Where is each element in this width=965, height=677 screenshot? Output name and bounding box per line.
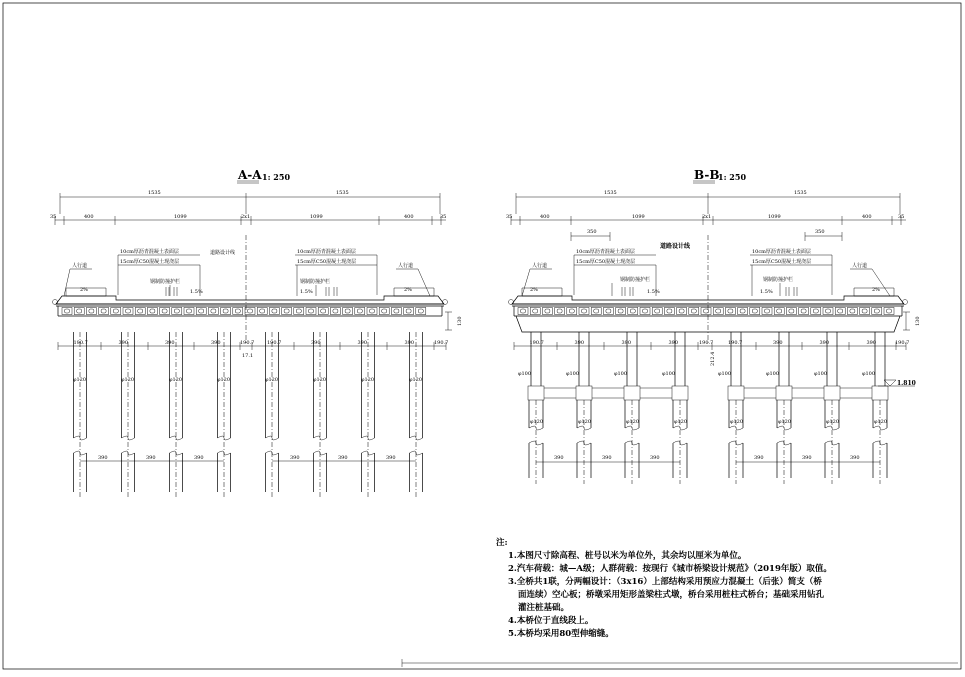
pier-spacing-value: 390 bbox=[866, 340, 877, 346]
slab-void bbox=[850, 309, 855, 313]
guard-post bbox=[622, 287, 625, 296]
slab-cell bbox=[664, 308, 674, 315]
pile-spacing-value: 390 bbox=[554, 455, 564, 461]
rail-end bbox=[903, 300, 908, 305]
pile-diameter: φ120 bbox=[169, 377, 183, 383]
section-b-upper-dim-right: 350 bbox=[815, 229, 825, 235]
section-b-total-dim-line bbox=[516, 193, 900, 214]
pile-diameter: φ120 bbox=[361, 377, 375, 383]
slab-cell bbox=[86, 308, 96, 315]
pile-spacing-value: 390 bbox=[754, 455, 764, 461]
section-a-deck bbox=[53, 287, 448, 316]
section-b-total-dim-left: 1535 bbox=[604, 190, 617, 196]
slab-void bbox=[777, 309, 782, 313]
sidewalk-block bbox=[66, 288, 434, 296]
guard-post bbox=[794, 287, 797, 296]
slab-cell bbox=[172, 308, 182, 315]
column-diameter: φ100 bbox=[718, 371, 732, 377]
notes bbox=[496, 537, 832, 639]
slab-cell bbox=[847, 308, 857, 315]
section-a-slope-2: 1.5% bbox=[190, 289, 203, 295]
section-b-beam-height: 130 bbox=[915, 316, 921, 326]
section-a-total-dim-left: 1535 bbox=[148, 190, 161, 196]
section-a-guard-label-left: 钢制防撞护栏 bbox=[150, 279, 181, 285]
slab-void bbox=[765, 309, 770, 313]
slab-void bbox=[813, 309, 818, 313]
slab-cell bbox=[542, 308, 552, 315]
section-b-sidewalk-label-left: 人行道 bbox=[532, 263, 548, 269]
pier-spacing-value: 390 bbox=[773, 340, 783, 346]
slab-void bbox=[77, 309, 82, 313]
slab-cell bbox=[640, 308, 650, 315]
slab-void bbox=[187, 309, 192, 313]
section-b-dim-35-left: 35 bbox=[506, 214, 513, 220]
pile-diameter: φ120 bbox=[730, 419, 744, 425]
guard-post bbox=[166, 287, 169, 296]
tie-beam bbox=[840, 388, 872, 398]
slab-cell bbox=[689, 308, 699, 315]
section-a-beam-height-dim bbox=[445, 312, 452, 330]
slab-cell bbox=[208, 308, 218, 315]
section-a-dim-400-right: 400 bbox=[404, 214, 414, 220]
slab-cell bbox=[135, 308, 145, 315]
slab-cell bbox=[282, 308, 292, 315]
slab-cell bbox=[318, 308, 328, 315]
pile-diameter: φ120 bbox=[530, 419, 544, 425]
tie-beam bbox=[792, 388, 824, 398]
section-b-pier-spacing bbox=[514, 340, 909, 350]
slab-cell bbox=[343, 308, 353, 315]
section-b-dim-2x1: 2x1 bbox=[702, 214, 712, 220]
note-4: 4.本桥位于直线段上。 bbox=[508, 616, 594, 626]
slab-void bbox=[728, 309, 733, 313]
section-a-beam-height: 130 bbox=[457, 316, 463, 326]
slab-cell bbox=[628, 308, 638, 315]
section-b-surface-label-right: 10cm厚沥青混凝土表面层 bbox=[752, 249, 811, 255]
section-a-sub-dim-line bbox=[55, 216, 446, 225]
slab-void bbox=[65, 309, 70, 313]
slab-cell bbox=[99, 308, 109, 315]
tie-beam bbox=[544, 388, 576, 398]
slab-cell bbox=[330, 308, 340, 315]
slab-void bbox=[321, 309, 326, 313]
section-b-slope-3: 1.5% bbox=[760, 289, 773, 295]
pile-spacing-value: 390 bbox=[98, 455, 108, 461]
slab-cell bbox=[860, 308, 870, 315]
section-b-scale: 1: 250 bbox=[718, 172, 747, 182]
pier-spacing-value: 190.7 bbox=[728, 340, 743, 346]
slab-cell bbox=[518, 308, 528, 315]
section-b-upper-dim-left: 350 bbox=[587, 229, 597, 235]
slab-cell bbox=[111, 308, 121, 315]
note-2: 2.汽车荷载：城—A级；人群荷载：按现行《城市桥梁设计规范》（2019年版）取值。 bbox=[508, 564, 832, 574]
pile-spacing-value: 390 bbox=[850, 455, 860, 461]
pile-cap bbox=[776, 386, 792, 400]
section-b-upper-dims bbox=[571, 232, 842, 241]
pier-spacing-value: 390 bbox=[165, 340, 175, 346]
slab-cell bbox=[257, 308, 267, 315]
column-diameter: φ100 bbox=[614, 371, 628, 377]
slab-cell bbox=[196, 308, 206, 315]
slab-void bbox=[174, 309, 179, 313]
slab-cell bbox=[555, 308, 565, 315]
section-b-centerline-label: 道路设计线 bbox=[660, 243, 691, 250]
slab-cell bbox=[713, 308, 723, 315]
pile-spacing-value: 390 bbox=[602, 455, 612, 461]
slab-cell bbox=[591, 308, 601, 315]
pier-spacing-value: 190.7 bbox=[529, 340, 544, 346]
pier-spacing-value: 190.7 bbox=[895, 340, 910, 346]
pile-spacing-value: 390 bbox=[386, 455, 396, 461]
slab-void bbox=[533, 309, 538, 313]
slab-cell bbox=[872, 308, 882, 315]
pile-cap bbox=[872, 386, 888, 400]
slab-void bbox=[887, 309, 892, 313]
slab-void bbox=[557, 309, 562, 313]
slab-void bbox=[594, 309, 599, 313]
pile-diameter: φ120 bbox=[121, 377, 135, 383]
pier-spacing-value: 190.7 bbox=[434, 340, 449, 346]
slab-void bbox=[162, 309, 167, 313]
section-b-slope-4: 2% bbox=[872, 287, 880, 293]
pier-spacing-value: 390 bbox=[211, 340, 221, 346]
column-diameter: φ100 bbox=[566, 371, 580, 377]
tie-beam bbox=[640, 388, 672, 398]
slab-cell bbox=[652, 308, 662, 315]
rail-end bbox=[53, 300, 58, 305]
pile-diameter: φ120 bbox=[265, 377, 279, 383]
section-b-base-label-left: 15cm厚C50混凝土现浇层 bbox=[576, 259, 636, 265]
slab-void bbox=[309, 309, 314, 313]
section-b-title: B-B bbox=[694, 168, 720, 182]
slab-void bbox=[89, 309, 94, 313]
slab-void bbox=[801, 309, 806, 313]
slab-cell bbox=[367, 308, 377, 315]
slab-void bbox=[370, 309, 375, 313]
slab-cell bbox=[221, 308, 231, 315]
guard-post bbox=[786, 287, 789, 296]
slab-void bbox=[345, 309, 350, 313]
section-a-total-dim-right: 1535 bbox=[336, 190, 349, 196]
slab-void bbox=[545, 309, 550, 313]
slab-cell bbox=[233, 308, 243, 315]
slab-void bbox=[838, 309, 843, 313]
pier-spacing-value: 390 bbox=[357, 340, 368, 346]
slab-void bbox=[789, 309, 794, 313]
slab-void bbox=[569, 309, 574, 313]
note-3-line-3: 灌注桩基础。 bbox=[518, 603, 570, 613]
section-a-pier-spacing bbox=[58, 340, 448, 350]
column bbox=[875, 332, 885, 386]
section-a bbox=[50, 168, 463, 498]
note-5: 5.本桥均采用80型伸缩缝。 bbox=[508, 629, 614, 639]
section-a-callout-leaders bbox=[64, 255, 430, 296]
section-b bbox=[506, 168, 921, 484]
slab-outline bbox=[56, 304, 444, 316]
slab-void bbox=[826, 309, 831, 313]
slab-cell bbox=[811, 308, 821, 315]
slab-cell bbox=[160, 308, 170, 315]
column-diameter: φ100 bbox=[862, 371, 876, 377]
slab-cell bbox=[567, 308, 577, 315]
guard-post bbox=[630, 287, 633, 296]
slab-cell bbox=[616, 308, 626, 315]
slab-cell bbox=[379, 308, 389, 315]
section-b-dim-1099-left: 1099 bbox=[632, 214, 645, 220]
slab-void bbox=[740, 309, 745, 313]
pile-diameter: φ120 bbox=[826, 419, 840, 425]
pile-spacing-value: 390 bbox=[338, 455, 348, 461]
column-diameter: φ100 bbox=[766, 371, 780, 377]
section-b-guard-label-right: 钢制防撞护栏 bbox=[763, 277, 794, 283]
column-diameter: φ100 bbox=[814, 371, 828, 377]
section-a-base-label-right: 15cm厚C50混凝土现浇层 bbox=[297, 259, 357, 265]
slab-void bbox=[874, 309, 879, 313]
pier-spacing-value: 190.7 bbox=[267, 340, 282, 346]
section-b-piles bbox=[518, 332, 888, 484]
column-diameter: φ100 bbox=[518, 371, 532, 377]
slab-void bbox=[655, 309, 660, 313]
slab-void bbox=[138, 309, 143, 313]
section-a-guard-label-right: 钢制防撞护栏 bbox=[300, 279, 331, 285]
guard-post bbox=[334, 287, 337, 296]
section-a-dim-1099-left: 1099 bbox=[174, 214, 187, 220]
section-a-dim-35-right: 35 bbox=[440, 214, 447, 220]
slab-void bbox=[199, 309, 204, 313]
note-1: 1.本图尺寸除高程、桩号以米为单位外，其余均以厘米为单位。 bbox=[508, 551, 747, 561]
slab-cell bbox=[701, 308, 711, 315]
slab-cell bbox=[774, 308, 784, 315]
slab-void bbox=[716, 309, 721, 313]
slab-void bbox=[284, 309, 289, 313]
pile-diameter: φ120 bbox=[73, 377, 87, 383]
section-a-sidewalk-label-left: 人行道 bbox=[72, 263, 88, 269]
section-a-surface-label-left: 10cm厚沥青混凝土表面层 bbox=[120, 249, 179, 255]
notes-heading: 注: bbox=[496, 538, 508, 548]
section-a-title: A-A bbox=[238, 168, 262, 182]
title-block-edge bbox=[402, 659, 958, 667]
section-b-total-dim-right: 1535 bbox=[794, 190, 807, 196]
pile-diameter: φ120 bbox=[626, 419, 640, 425]
slab-void bbox=[357, 309, 362, 313]
section-b-slope-1: 2% bbox=[530, 287, 538, 293]
pier-spacing-value: 390 bbox=[574, 340, 585, 346]
slab-cell bbox=[306, 308, 316, 315]
tie-beam bbox=[592, 388, 624, 398]
pier-spacing-value: 390 bbox=[819, 340, 830, 346]
section-a-centerline-label: 道路设计线 bbox=[210, 250, 236, 256]
section-a-dim-2x1: 2x1 bbox=[241, 214, 251, 220]
slab-cell bbox=[147, 308, 157, 315]
slab-void bbox=[382, 309, 387, 313]
slab-cell bbox=[74, 308, 84, 315]
slab-void bbox=[618, 309, 623, 313]
rail-end bbox=[509, 300, 514, 305]
section-a-base-label-left: 15cm厚C50混凝土现浇层 bbox=[120, 259, 180, 265]
slab-void bbox=[643, 309, 648, 313]
pile-spacing-value: 390 bbox=[194, 455, 204, 461]
deck-top-outline bbox=[56, 296, 444, 304]
slab-cell bbox=[391, 308, 401, 315]
slab-void bbox=[260, 309, 265, 313]
slab-void bbox=[113, 309, 118, 313]
section-b-dim-400-left: 400 bbox=[540, 214, 550, 220]
pier-spacing-value: 390 bbox=[311, 340, 321, 346]
slab-cell bbox=[738, 308, 748, 315]
slab-void bbox=[296, 309, 301, 313]
slab-cell bbox=[123, 308, 133, 315]
slab-cell bbox=[799, 308, 809, 315]
section-a-sidewalk-label-right: 人行道 bbox=[398, 263, 414, 269]
section-b-dim-400-right: 400 bbox=[862, 214, 872, 220]
slab-void bbox=[418, 309, 423, 313]
section-a-dim-35-left: 35 bbox=[50, 214, 57, 220]
pile-cap bbox=[824, 386, 840, 400]
slab-cell bbox=[762, 308, 772, 315]
slab-void bbox=[606, 309, 611, 313]
slab-void bbox=[394, 309, 399, 313]
slab-void bbox=[223, 309, 228, 313]
slab-void bbox=[667, 309, 672, 313]
pile-diameter: φ120 bbox=[674, 419, 688, 425]
pier-spacing-value: 190.7 bbox=[73, 340, 88, 346]
pier-spacing-value: 190.7 bbox=[240, 340, 255, 346]
slab-cell bbox=[579, 308, 589, 315]
slab-void bbox=[101, 309, 106, 313]
section-b-dim-1099-right: 1099 bbox=[768, 214, 781, 220]
section-a-dim-1099-right: 1099 bbox=[310, 214, 323, 220]
slab-void bbox=[126, 309, 131, 313]
pile-diameter: φ120 bbox=[778, 419, 792, 425]
section-a-total-dim-line bbox=[60, 193, 440, 214]
note-3-line-1: 3.全桥共1联，分两幅设计：（3x16）上部结构采用预应力混凝土（后张）简支（桥 bbox=[508, 577, 822, 587]
section-a-surface-label-right: 10cm厚沥青混凝土表面层 bbox=[297, 249, 356, 255]
slab-cell bbox=[269, 308, 279, 315]
note-3-line-2: 面连续）空心板；桥墩采用矩形盖梁柱式墩，桥台采用桩柱式桥台；基础采用钻孔 bbox=[518, 590, 825, 600]
guard-post bbox=[326, 287, 329, 296]
section-a-slope-4: 2% bbox=[404, 287, 412, 293]
slab-void bbox=[521, 309, 526, 313]
section-a-dim-400-left: 400 bbox=[84, 214, 94, 220]
pier-spacing-value: 390 bbox=[404, 340, 415, 346]
slab-cell bbox=[750, 308, 760, 315]
section-b-surface-label-left: 10cm厚沥青混凝土表面层 bbox=[576, 249, 635, 255]
section-b-mid-dim: 212.4 bbox=[710, 351, 716, 366]
slab-cell bbox=[404, 308, 414, 315]
section-b-guard-label-left: 钢制防撞护栏 bbox=[620, 277, 651, 283]
slab-void bbox=[862, 309, 867, 313]
pile-diameter: φ120 bbox=[578, 419, 592, 425]
section-a-scale: 1: 250 bbox=[262, 172, 291, 182]
slab-void bbox=[211, 309, 216, 313]
section-a-slope-1: 2% bbox=[80, 287, 88, 293]
slab-void bbox=[272, 309, 277, 313]
section-b-sidewalk-label-right: 人行道 bbox=[852, 263, 868, 269]
pier-spacing-value: 190.7 bbox=[699, 340, 714, 346]
slab-void bbox=[679, 309, 684, 313]
section-a-center-gap: 17.1 bbox=[242, 353, 254, 359]
slab-void bbox=[406, 309, 411, 313]
pile-cap bbox=[728, 386, 744, 400]
pile-spacing-value: 390 bbox=[650, 455, 660, 461]
section-b-beam-height-dim bbox=[903, 312, 910, 330]
slab-cell bbox=[603, 308, 613, 315]
pile-diameter: φ120 bbox=[409, 377, 423, 383]
slab-void bbox=[150, 309, 155, 313]
slab-cell bbox=[823, 308, 833, 315]
slab-void bbox=[235, 309, 240, 313]
slab-void bbox=[691, 309, 696, 313]
slab-void bbox=[248, 309, 253, 313]
pile-diameter: φ120 bbox=[874, 419, 888, 425]
slab-cell bbox=[677, 308, 687, 315]
section-b-dim-35-right: 35 bbox=[898, 214, 905, 220]
section-b-slope-2: 1.5% bbox=[647, 289, 660, 295]
pile-diameter: φ120 bbox=[217, 377, 231, 383]
slab-cell bbox=[725, 308, 735, 315]
pile-spacing-value: 390 bbox=[290, 455, 300, 461]
slab-cell bbox=[835, 308, 845, 315]
tie-beam bbox=[744, 388, 776, 398]
slab-cell bbox=[786, 308, 796, 315]
slab-void bbox=[582, 309, 587, 313]
pile-cap bbox=[672, 386, 688, 400]
slab-void bbox=[752, 309, 757, 313]
section-b-elevation-marker bbox=[884, 380, 896, 386]
guard-post bbox=[174, 287, 177, 296]
pile-cap bbox=[576, 386, 592, 400]
pier-spacing-value: 390 bbox=[668, 340, 679, 346]
pile-spacing-value: 390 bbox=[146, 455, 156, 461]
section-a-slope-3: 1.5% bbox=[300, 289, 313, 295]
pier-spacing-value: 390 bbox=[118, 340, 129, 346]
slab-cell bbox=[355, 308, 365, 315]
pier-spacing-value: 390 bbox=[621, 340, 632, 346]
pile-cap bbox=[624, 386, 640, 400]
slab-cell bbox=[530, 308, 540, 315]
slab-void bbox=[630, 309, 635, 313]
slab-cell bbox=[184, 308, 194, 315]
rail-end bbox=[443, 300, 448, 305]
pile-diameter: φ120 bbox=[313, 377, 327, 383]
column-diameter: φ100 bbox=[662, 371, 676, 377]
slab-cell bbox=[245, 308, 255, 315]
section-b-base-label-right: 15cm厚C50混凝土现浇层 bbox=[752, 259, 812, 265]
slab-cell bbox=[62, 308, 72, 315]
slab-cell bbox=[884, 308, 894, 315]
section-b-elevation: 1.810 bbox=[897, 380, 916, 387]
slab-cell bbox=[294, 308, 304, 315]
pile-cap bbox=[528, 386, 544, 400]
pile-spacing-value: 390 bbox=[802, 455, 812, 461]
slab-cell bbox=[416, 308, 426, 315]
slab-void bbox=[333, 309, 338, 313]
